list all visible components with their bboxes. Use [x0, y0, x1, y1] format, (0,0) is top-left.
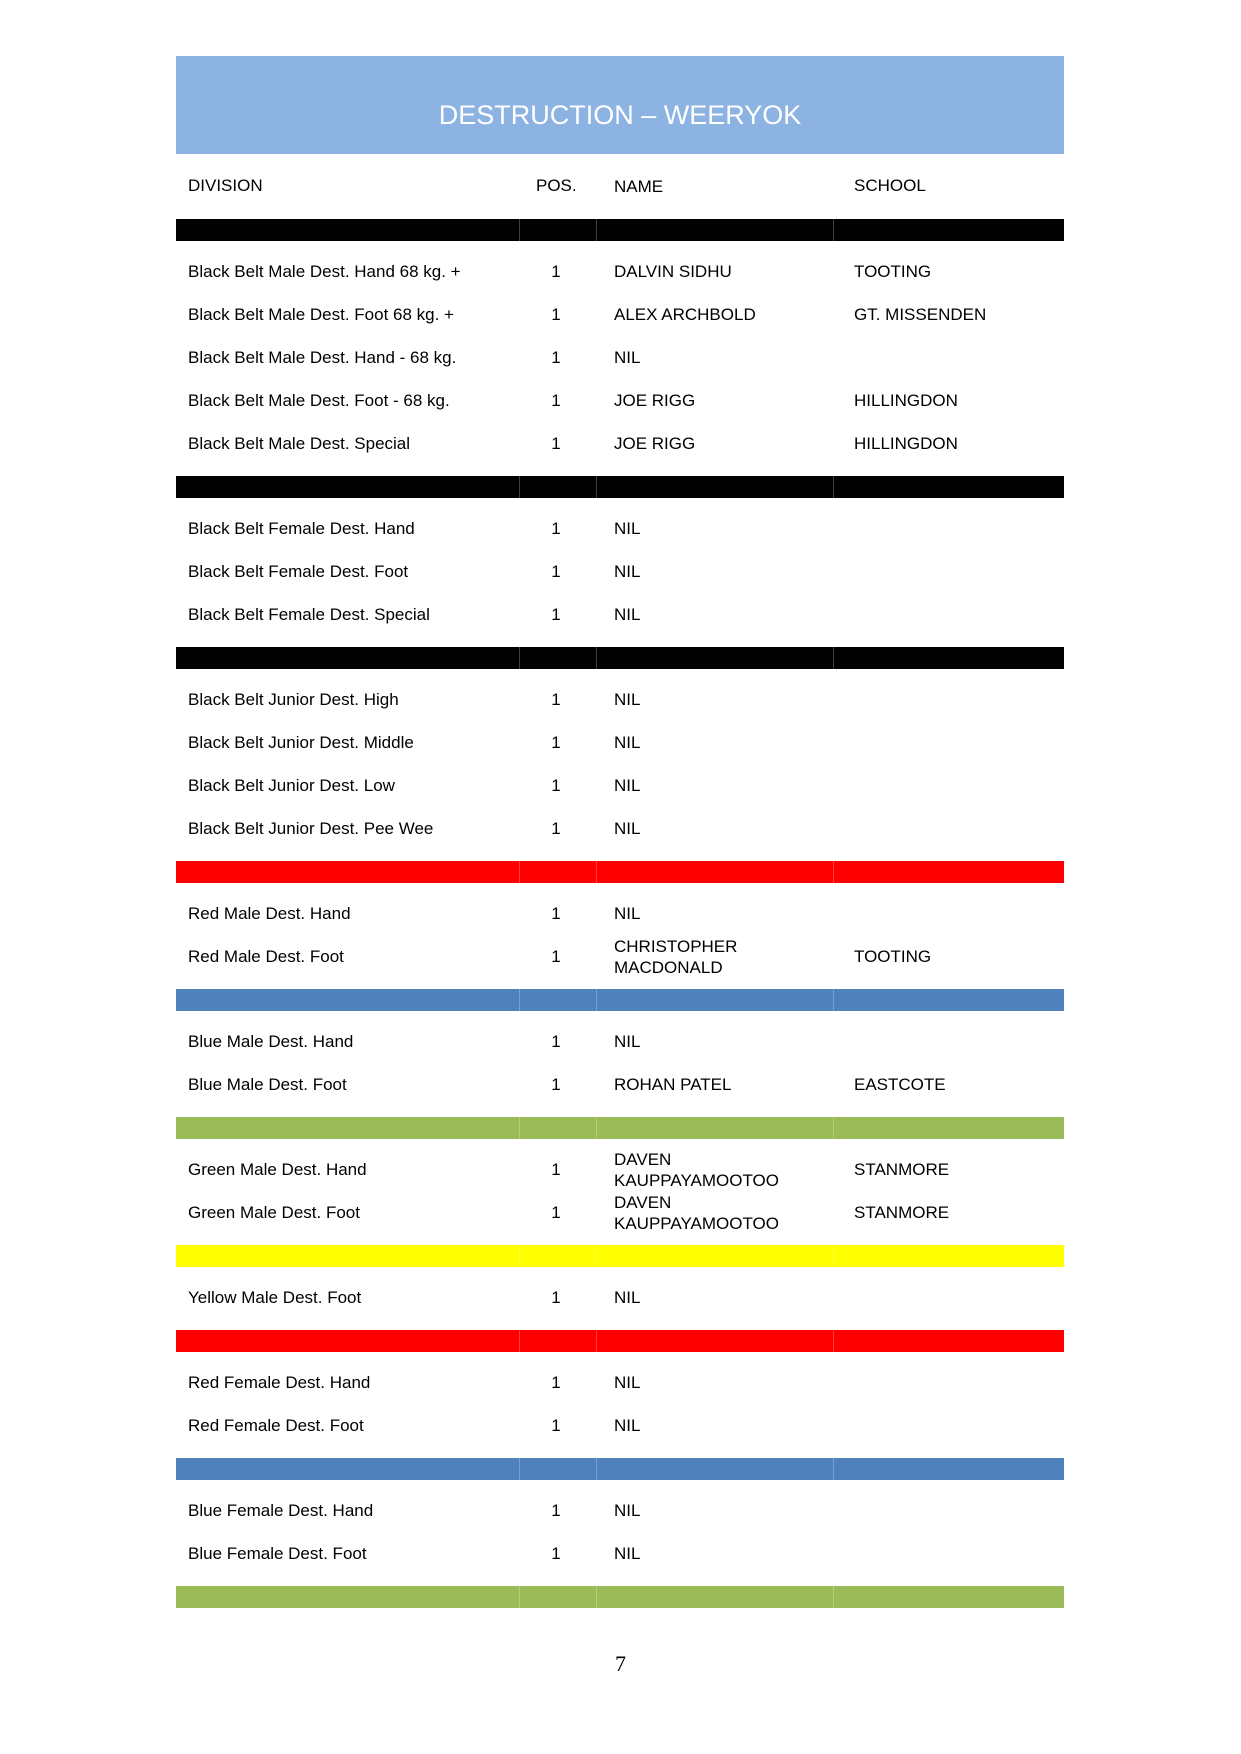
- position-cell: 1: [551, 903, 561, 923]
- division-cell: Red Female Dest. Hand: [188, 1372, 371, 1392]
- position-cell: 1: [551, 1543, 561, 1563]
- division-cell: Black Belt Female Dest. Hand: [188, 518, 415, 538]
- school-cell: [854, 678, 1054, 721]
- color-separator-band: [176, 1245, 1064, 1267]
- column-divider: [519, 1586, 520, 1608]
- name-line: KAUPPAYAMOOTOO: [614, 1214, 779, 1233]
- school-cell: [854, 550, 1054, 593]
- position-cell: 1: [551, 561, 561, 581]
- school-cell: [854, 593, 1054, 636]
- school-cell: [854, 1361, 1054, 1404]
- position-cell: 1: [551, 604, 561, 624]
- name-line: NIL: [614, 733, 641, 752]
- school-cell: TOOTING: [854, 946, 932, 966]
- division-cell: Black Belt Junior Dest. Pee Wee: [188, 818, 434, 838]
- division-cell: Blue Female Dest. Hand: [188, 1500, 374, 1520]
- column-divider: [596, 647, 597, 669]
- name-cell: [614, 892, 844, 935]
- name-line: CHRISTOPHER: [614, 937, 738, 956]
- name-line: NIL: [614, 1501, 641, 1520]
- table-header: [176, 166, 1064, 206]
- name-line: NIL: [614, 1373, 641, 1392]
- column-divider: [519, 1330, 520, 1352]
- school-cell: [854, 892, 1054, 935]
- header-name: NAME: [614, 176, 664, 196]
- table-row: [176, 1532, 1064, 1575]
- name-cell: [614, 1489, 844, 1532]
- name-cell: [614, 721, 844, 764]
- name-cell: [614, 1063, 844, 1106]
- color-separator-band: [176, 1586, 1064, 1608]
- name-cell: [614, 507, 844, 550]
- column-divider: [596, 1117, 597, 1139]
- table-row: [176, 892, 1064, 935]
- position-cell: 1: [551, 1202, 561, 1222]
- school-cell: [854, 336, 1054, 379]
- school-cell: [854, 764, 1054, 807]
- column-divider: [596, 1458, 597, 1480]
- name-cell: [614, 764, 844, 807]
- school-cell: STANMORE: [854, 1202, 950, 1222]
- name-line: NIL: [614, 519, 641, 538]
- page-title: DESTRUCTION – WEERYOK: [176, 56, 1064, 154]
- header-school: SCHOOL: [854, 176, 926, 195]
- name-line: NIL: [614, 690, 641, 709]
- table-row: [176, 721, 1064, 764]
- table-row: [176, 764, 1064, 807]
- column-divider: [596, 1586, 597, 1608]
- name-line: NIL: [614, 776, 641, 795]
- name-cell: [614, 935, 844, 979]
- column-divider: [833, 219, 834, 241]
- color-separator-band: [176, 989, 1064, 1011]
- table-row: [176, 678, 1064, 721]
- column-divider: [519, 989, 520, 1011]
- name-cell: [614, 250, 844, 293]
- column-divider: [519, 219, 520, 241]
- school-cell: EASTCOTE: [854, 1074, 946, 1094]
- position-cell: 1: [551, 261, 561, 281]
- school-cell: GT. MISSENDEN: [854, 304, 987, 324]
- division-cell: Blue Male Dest. Foot: [188, 1074, 347, 1094]
- column-divider: [596, 989, 597, 1011]
- name-line: NIL: [614, 1416, 641, 1435]
- school-cell: HILLINGDON: [854, 390, 958, 410]
- table-row: [176, 1404, 1064, 1447]
- name-line: NIL: [614, 819, 641, 838]
- name-line: NIL: [614, 348, 641, 367]
- column-divider: [519, 476, 520, 498]
- school-cell: [854, 1532, 1054, 1575]
- header-division: DIVISION: [188, 176, 263, 195]
- position-cell: 1: [551, 433, 561, 453]
- name-cell: [614, 422, 844, 465]
- name-cell: [614, 593, 844, 636]
- division-cell: Yellow Male Dest. Foot: [188, 1287, 362, 1307]
- name-line: NIL: [614, 1544, 641, 1563]
- position-cell: 1: [551, 1415, 561, 1435]
- column-divider: [519, 1245, 520, 1267]
- color-separator-band: [176, 476, 1064, 498]
- column-divider: [833, 1458, 834, 1480]
- table-row: [176, 550, 1064, 593]
- table-row: [176, 1063, 1064, 1106]
- division-cell: Red Female Dest. Foot: [188, 1415, 364, 1435]
- table-row: [176, 336, 1064, 379]
- table-row: [176, 1361, 1064, 1404]
- column-divider: [596, 861, 597, 883]
- name-line: NIL: [614, 1288, 641, 1307]
- name-line: JOE RIGG: [614, 391, 696, 410]
- division-cell: Black Belt Female Dest. Special: [188, 604, 430, 624]
- name-line: KAUPPAYAMOOTOO: [614, 1171, 779, 1190]
- name-cell: [614, 336, 844, 379]
- school-cell: [854, 721, 1054, 764]
- name-line: NIL: [614, 605, 641, 624]
- column-divider: [833, 1330, 834, 1352]
- table-row: [176, 422, 1064, 465]
- division-cell: Black Belt Junior Dest. Middle: [188, 732, 414, 752]
- name-line: DAVEN: [614, 1193, 672, 1212]
- position-cell: 1: [551, 1031, 561, 1051]
- position-cell: 1: [551, 1074, 561, 1094]
- position-cell: 1: [551, 518, 561, 538]
- school-cell: STANMORE: [854, 1159, 950, 1179]
- division-cell: Red Male Dest. Foot: [188, 946, 344, 966]
- name-cell: [614, 1361, 844, 1404]
- name-cell: [614, 1404, 844, 1447]
- name-cell: [614, 807, 844, 850]
- position-cell: 1: [551, 1287, 561, 1307]
- name-cell: [614, 1276, 844, 1319]
- column-divider: [833, 647, 834, 669]
- school-cell: [854, 507, 1054, 550]
- position-cell: 1: [551, 732, 561, 752]
- column-divider: [519, 1458, 520, 1480]
- position-cell: 1: [551, 347, 561, 367]
- table-row: [176, 1148, 1064, 1191]
- color-separator-band: [176, 219, 1064, 241]
- school-cell: [854, 1489, 1054, 1532]
- table-row: [176, 807, 1064, 850]
- table-row: [176, 593, 1064, 636]
- column-divider: [596, 1330, 597, 1352]
- position-cell: 1: [551, 1500, 561, 1520]
- division-cell: Blue Female Dest. Foot: [188, 1543, 367, 1563]
- name-cell: [614, 1020, 844, 1063]
- name-line: ALEX ARCHBOLD: [614, 305, 756, 324]
- name-line: MACDONALD: [614, 958, 723, 977]
- column-divider: [519, 647, 520, 669]
- name-line: NIL: [614, 904, 641, 923]
- division-cell: Black Belt Male Dest. Hand 68 kg. +: [188, 261, 461, 281]
- table-row: [176, 1020, 1064, 1063]
- position-cell: 1: [551, 818, 561, 838]
- header-pos: POS.: [536, 176, 577, 195]
- color-separator-band: [176, 1458, 1064, 1480]
- name-cell: [614, 550, 844, 593]
- division-cell: Green Male Dest. Foot: [188, 1202, 360, 1222]
- division-cell: Green Male Dest. Hand: [188, 1159, 367, 1179]
- column-divider: [519, 861, 520, 883]
- school-cell: TOOTING: [854, 261, 932, 281]
- name-line: NIL: [614, 1032, 641, 1051]
- column-divider: [833, 1586, 834, 1608]
- name-line: NIL: [614, 562, 641, 581]
- position-cell: 1: [551, 390, 561, 410]
- school-cell: [854, 1276, 1054, 1319]
- division-cell: Black Belt Female Dest. Foot: [188, 561, 409, 581]
- division-cell: Black Belt Male Dest. Foot 68 kg. +: [188, 304, 454, 324]
- position-cell: 1: [551, 1159, 561, 1179]
- page-number: 7: [615, 1651, 626, 1676]
- position-cell: 1: [551, 946, 561, 966]
- position-cell: 1: [551, 775, 561, 795]
- name-line: JOE RIGG: [614, 434, 696, 453]
- column-divider: [833, 861, 834, 883]
- name-line: DALVIN SIDHU: [614, 262, 732, 281]
- division-cell: Black Belt Male Dest. Hand - 68 kg.: [188, 347, 457, 367]
- table-row: [176, 507, 1064, 550]
- color-separator-band: [176, 1117, 1064, 1139]
- table-row: [176, 1191, 1064, 1234]
- color-separator-band: [176, 1330, 1064, 1352]
- table-row: [176, 1276, 1064, 1319]
- table-row: [176, 379, 1064, 422]
- table-row: [176, 250, 1064, 293]
- division-cell: Black Belt Male Dest. Foot - 68 kg.: [188, 390, 450, 410]
- position-cell: 1: [551, 304, 561, 324]
- division-cell: Black Belt Junior Dest. High: [188, 689, 399, 709]
- name-cell: [614, 1148, 844, 1192]
- division-cell: Black Belt Junior Dest. Low: [188, 775, 395, 795]
- division-cell: Black Belt Male Dest. Special: [188, 433, 411, 453]
- color-separator-band: [176, 861, 1064, 883]
- column-divider: [596, 219, 597, 241]
- column-divider: [833, 989, 834, 1011]
- color-separator-band: [176, 647, 1064, 669]
- name-cell: [614, 678, 844, 721]
- column-divider: [596, 476, 597, 498]
- position-cell: 1: [551, 1372, 561, 1392]
- table-row: [176, 1489, 1064, 1532]
- results-table: [176, 0, 1064, 1754]
- name-cell: [614, 1532, 844, 1575]
- table-row: [176, 293, 1064, 336]
- table-row: [176, 935, 1064, 978]
- column-divider: [833, 1245, 834, 1267]
- column-divider: [833, 1117, 834, 1139]
- division-cell: Red Male Dest. Hand: [188, 903, 351, 923]
- name-line: DAVEN: [614, 1150, 672, 1169]
- name-cell: [614, 379, 844, 422]
- name-cell: [614, 1191, 844, 1235]
- school-cell: HILLINGDON: [854, 433, 958, 453]
- name-cell: [614, 293, 844, 336]
- school-cell: [854, 1404, 1054, 1447]
- school-cell: [854, 1020, 1054, 1063]
- name-line: ROHAN PATEL: [614, 1075, 732, 1094]
- column-divider: [596, 1245, 597, 1267]
- column-divider: [519, 1117, 520, 1139]
- school-cell: [854, 807, 1054, 850]
- position-cell: 1: [551, 689, 561, 709]
- column-divider: [833, 476, 834, 498]
- division-cell: Blue Male Dest. Hand: [188, 1031, 354, 1051]
